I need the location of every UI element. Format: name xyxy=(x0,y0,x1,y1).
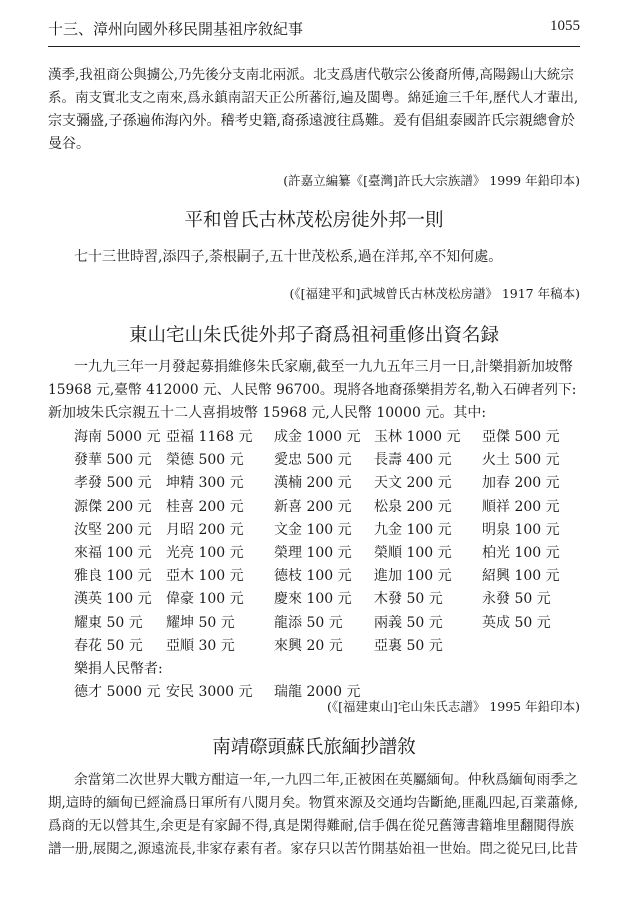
donor-entry: 龍添 50 元 xyxy=(274,614,343,631)
donor-entry: 耀坤 50 元 xyxy=(166,614,235,631)
donor-entry: 火土 500 元 xyxy=(482,452,560,469)
donor-entry: 順祥 200 元 xyxy=(482,498,560,515)
donor-entry: 天文 200 元 xyxy=(374,475,452,492)
donor-entry: 孝發 500 元 xyxy=(74,475,152,492)
donor-entry: 愛忠 500 元 xyxy=(274,452,352,469)
donor-entry: 耀東 50 元 xyxy=(74,614,143,631)
donor-entry: 榮理 100 元 xyxy=(274,544,352,561)
donor-entry: 玉林 1000 元 xyxy=(374,429,461,445)
section-title: 南靖磜頭蘇氏旅緬抄譜敘 xyxy=(212,737,416,758)
section-title: 平和曾氏古林茂松房徙外邦一則 xyxy=(184,210,444,231)
donor-entry: 九金 100 元 xyxy=(374,521,452,538)
donor-entry: 亞傑 500 元 xyxy=(482,429,560,445)
donor-entry: 榮德 500 元 xyxy=(166,452,244,469)
paragraph-line: 一九九三年一月發起募捐維修朱氏家廟,截至一九九五年三月一日,計樂捐新加坡幣 xyxy=(74,359,573,375)
donor-entry: 德枝 100 元 xyxy=(274,568,352,585)
donor-entry: 汝堅 200 元 xyxy=(74,521,152,538)
donor-entry: 光亮 100 元 xyxy=(166,544,244,561)
paragraph-line: 15968 元,臺幣 412000 元、人民幣 96700。現將各地裔孫樂捐芳名,勒入石碑者列下: xyxy=(48,382,577,398)
donor-entry: 海南 5000 元 xyxy=(74,429,161,445)
donor-row xyxy=(74,519,560,542)
section-title: 東山宅山朱氏徙外邦子裔爲祖祠重修出資名録 xyxy=(128,325,499,346)
donor-entry: 瑞龍 2000 元 xyxy=(274,684,361,701)
paragraph-line: 余當第二次世界大戰方酣這一年,一九四二年,正被困在英屬緬甸。仲秋爲緬甸雨季之 xyxy=(74,772,578,788)
running-header xyxy=(48,18,580,40)
donor-entry: 亞裏 50 元 xyxy=(374,637,443,654)
donor-entry: 源傑 200 元 xyxy=(74,498,152,515)
donor-entry: 安民 3000 元 xyxy=(166,684,253,701)
donor-entry: 漢楠 200 元 xyxy=(274,475,352,492)
donor-entry: 英成 50 元 xyxy=(482,614,551,631)
donor-entry: 來福 100 元 xyxy=(74,544,152,561)
donor-row xyxy=(74,496,560,519)
donor-entry: 德才 5000 元 xyxy=(74,684,161,701)
paragraph-line: 系。南支實北支之南來,爲永鎮南詔天正公所蕃衍,遍及閩粤。綿延逾三千年,歷代人才輩出, xyxy=(48,90,579,106)
paragraph-line: 漢季,我祖商公與擄公,乃先後分支南北兩派。北支爲唐代敬宗公後裔所傳,高陽錫山大統宗 xyxy=(48,67,574,83)
donor-entry: 明泉 100 元 xyxy=(482,521,560,538)
donor-row xyxy=(74,565,560,588)
donor-entry: 亞福 1168 元 xyxy=(166,429,253,445)
donor-entry: 坤精 300 元 xyxy=(166,475,244,492)
donor-entry: 文金 100 元 xyxy=(274,521,352,538)
donor-row xyxy=(74,588,554,611)
donor-table xyxy=(74,426,560,704)
donor-entry: 亞順 30 元 xyxy=(166,637,235,654)
donor-row xyxy=(74,612,554,635)
paragraph-line: 宗支彌盛,子孫遍佈海內外。稽考史籍,裔孫遠渡往爲難。爰有倡組泰國許氏宗親總會於 xyxy=(48,113,575,129)
paragraph-line: 七十三世時習,添四子,荼根嗣子,五十世茂松系,過在洋邦,卒不知何處。 xyxy=(74,249,503,265)
rmb-label xyxy=(74,658,554,681)
donor-entry: 長壽 400 元 xyxy=(374,452,452,469)
donor-entry: 加春 200 元 xyxy=(482,475,560,492)
paragraph-line: 爲商的无以營其生,余更是有家歸不得,真是閑得難耐,信手偶在從兄舊簿書籍堆里翻閱得族 xyxy=(48,818,574,834)
paragraph-line: 期,這時的緬甸已經淪爲日軍所有八閱月矣。物質來源及交通均告斷絶,匪亂四起,百業蕭條, xyxy=(48,795,579,811)
donor-entry: 新喜 200 元 xyxy=(274,498,352,515)
donor-entry: 榮順 100 元 xyxy=(374,544,452,561)
donor-entry: 木發 50 元 xyxy=(374,591,443,608)
donor-entry: 進加 100 元 xyxy=(374,568,452,585)
source-citation: (《[福建東山]宅山朱氏志譜》 1995 年鉛印本) xyxy=(326,699,580,714)
donor-entry: 亞木 100 元 xyxy=(166,568,244,585)
source-citation: (《[福建平和]武城曾氏古林茂松房譜》 1917 年稿本) xyxy=(289,286,580,301)
rmb-label-text: 樂捐人民幣者: xyxy=(74,660,163,677)
donor-entry: 慶來 100 元 xyxy=(274,591,352,608)
donor-entry: 春花 50 元 xyxy=(74,637,143,654)
donor-row xyxy=(74,426,560,449)
donor-entry: 兩義 50 元 xyxy=(374,614,443,631)
donor-entry: 桂喜 200 元 xyxy=(166,498,244,515)
donor-entry: 偉豪 100 元 xyxy=(166,591,244,608)
donor-entry: 來興 20 元 xyxy=(274,637,343,654)
donor-entry: 漢英 100 元 xyxy=(74,591,152,608)
donor-entry: 成金 1000 元 xyxy=(274,429,361,445)
donor-entry: 柏光 100 元 xyxy=(482,544,560,561)
donor-entry: 松泉 200 元 xyxy=(374,498,452,515)
header-rule xyxy=(48,46,580,47)
paragraph-line: 曼谷。 xyxy=(48,136,90,152)
header-title: 十三、漳州向國外移民開基祖序敘紀事 xyxy=(48,20,304,38)
paragraph-line: 新加坡朱氏宗親五十二人喜捐坡幣 15968 元,人民幣 10000 元。其中: xyxy=(48,405,487,421)
donor-entry: 雅良 100 元 xyxy=(74,568,152,585)
donor-row xyxy=(74,635,554,658)
donor-row xyxy=(74,542,560,565)
donor-entry: 永發 50 元 xyxy=(482,591,551,608)
donor-row xyxy=(74,472,560,495)
page-number: 1055 xyxy=(550,18,580,34)
donor-entry: 紹興 100 元 xyxy=(482,568,560,585)
donor-entry: 發華 500 元 xyxy=(74,452,152,469)
source-citation: (許嘉立編纂《[臺灣]許氏大宗族譜》 1999 年鉛印本) xyxy=(283,173,580,188)
paragraph-line: 譜一册,展閱之,源遠流長,非家存素有者。家存只以苦竹開基始祖一世始。問之從兄曰,比昔 xyxy=(48,841,579,857)
donor-entry: 月昭 200 元 xyxy=(166,521,244,538)
donor-row xyxy=(74,449,560,472)
